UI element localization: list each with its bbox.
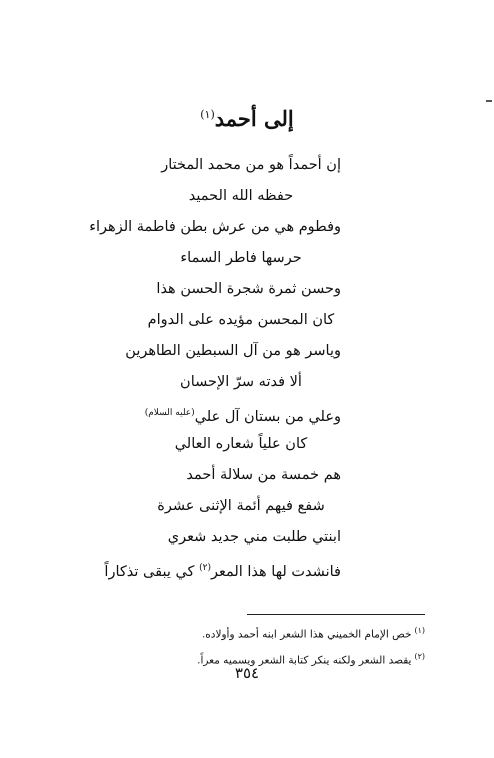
verse-line <box>141 522 341 553</box>
footnote-item <box>65 620 425 646</box>
verse-text: حفظه الله الحميد <box>188 188 294 204</box>
verse-honorific-note: (عليه السلام) <box>144 408 195 418</box>
verse-text: هم خمسة من سلالة أحمد <box>186 467 341 483</box>
footnote-text: يقصد الشعر ولكنه ينكر كتابة الشعر ويسميه معراً. <box>197 654 412 666</box>
verse-text: وفطوم هي من عرش بطن فاطمة الزهراء <box>89 219 341 235</box>
verse-text: فانشدت لها هذا المعر <box>210 563 341 580</box>
verse-line <box>141 243 341 274</box>
verse-line <box>104 553 341 584</box>
footnote-number: (٢) <box>414 651 425 661</box>
verse-line <box>141 429 341 460</box>
verse-text: كان علياً شعاره العالي <box>174 436 308 452</box>
verse-line <box>141 181 341 212</box>
footnote-number: (١) <box>414 626 425 635</box>
verse-line <box>141 305 341 336</box>
verse-text: إن أحمداً هو من محمد المختار <box>161 157 341 173</box>
verse-text: شفع فيهم أئمة الإثنى عشرة <box>157 498 325 514</box>
footnote-text: خص الإمام الخميني هذا الشعر ابنه أحمد وأولاده. <box>201 628 412 641</box>
verse-text: ألا فدته سرّ الإحسان <box>180 374 302 390</box>
verse-footnote-ref: (٢) <box>199 563 211 573</box>
verse-line <box>141 150 341 181</box>
verse-line <box>89 212 341 243</box>
poem-body <box>89 150 341 584</box>
verse-text: وعلي من بستان آل علي <box>194 408 341 425</box>
verse-text-after: كي يبقى تذكاراً <box>104 563 195 580</box>
verse-text: كان المحسن مؤيده على الدوام <box>147 312 335 328</box>
verse-line <box>141 398 341 429</box>
verse-line <box>125 336 341 367</box>
verse-text: ابنتي طلبت مني جديد شعري <box>167 529 341 545</box>
verse-line <box>141 367 341 398</box>
verse-text: وحسن ثمرة شجرة الحسن هذا <box>156 281 341 297</box>
verse-line <box>141 460 341 491</box>
verse-line <box>141 274 341 305</box>
verse-line <box>141 491 341 522</box>
poem-title-text: إلى أحمد <box>214 106 294 131</box>
verse-text: وياسر هو من آل السبطين الطاهرين <box>125 343 341 359</box>
page-number: ٣٥٤ <box>234 664 260 682</box>
title-footnote-ref: (١) <box>200 108 215 121</box>
footnote-divider <box>247 614 425 615</box>
poem-title <box>0 100 494 134</box>
verse-text: حرسها فاطر السماء <box>180 250 302 266</box>
